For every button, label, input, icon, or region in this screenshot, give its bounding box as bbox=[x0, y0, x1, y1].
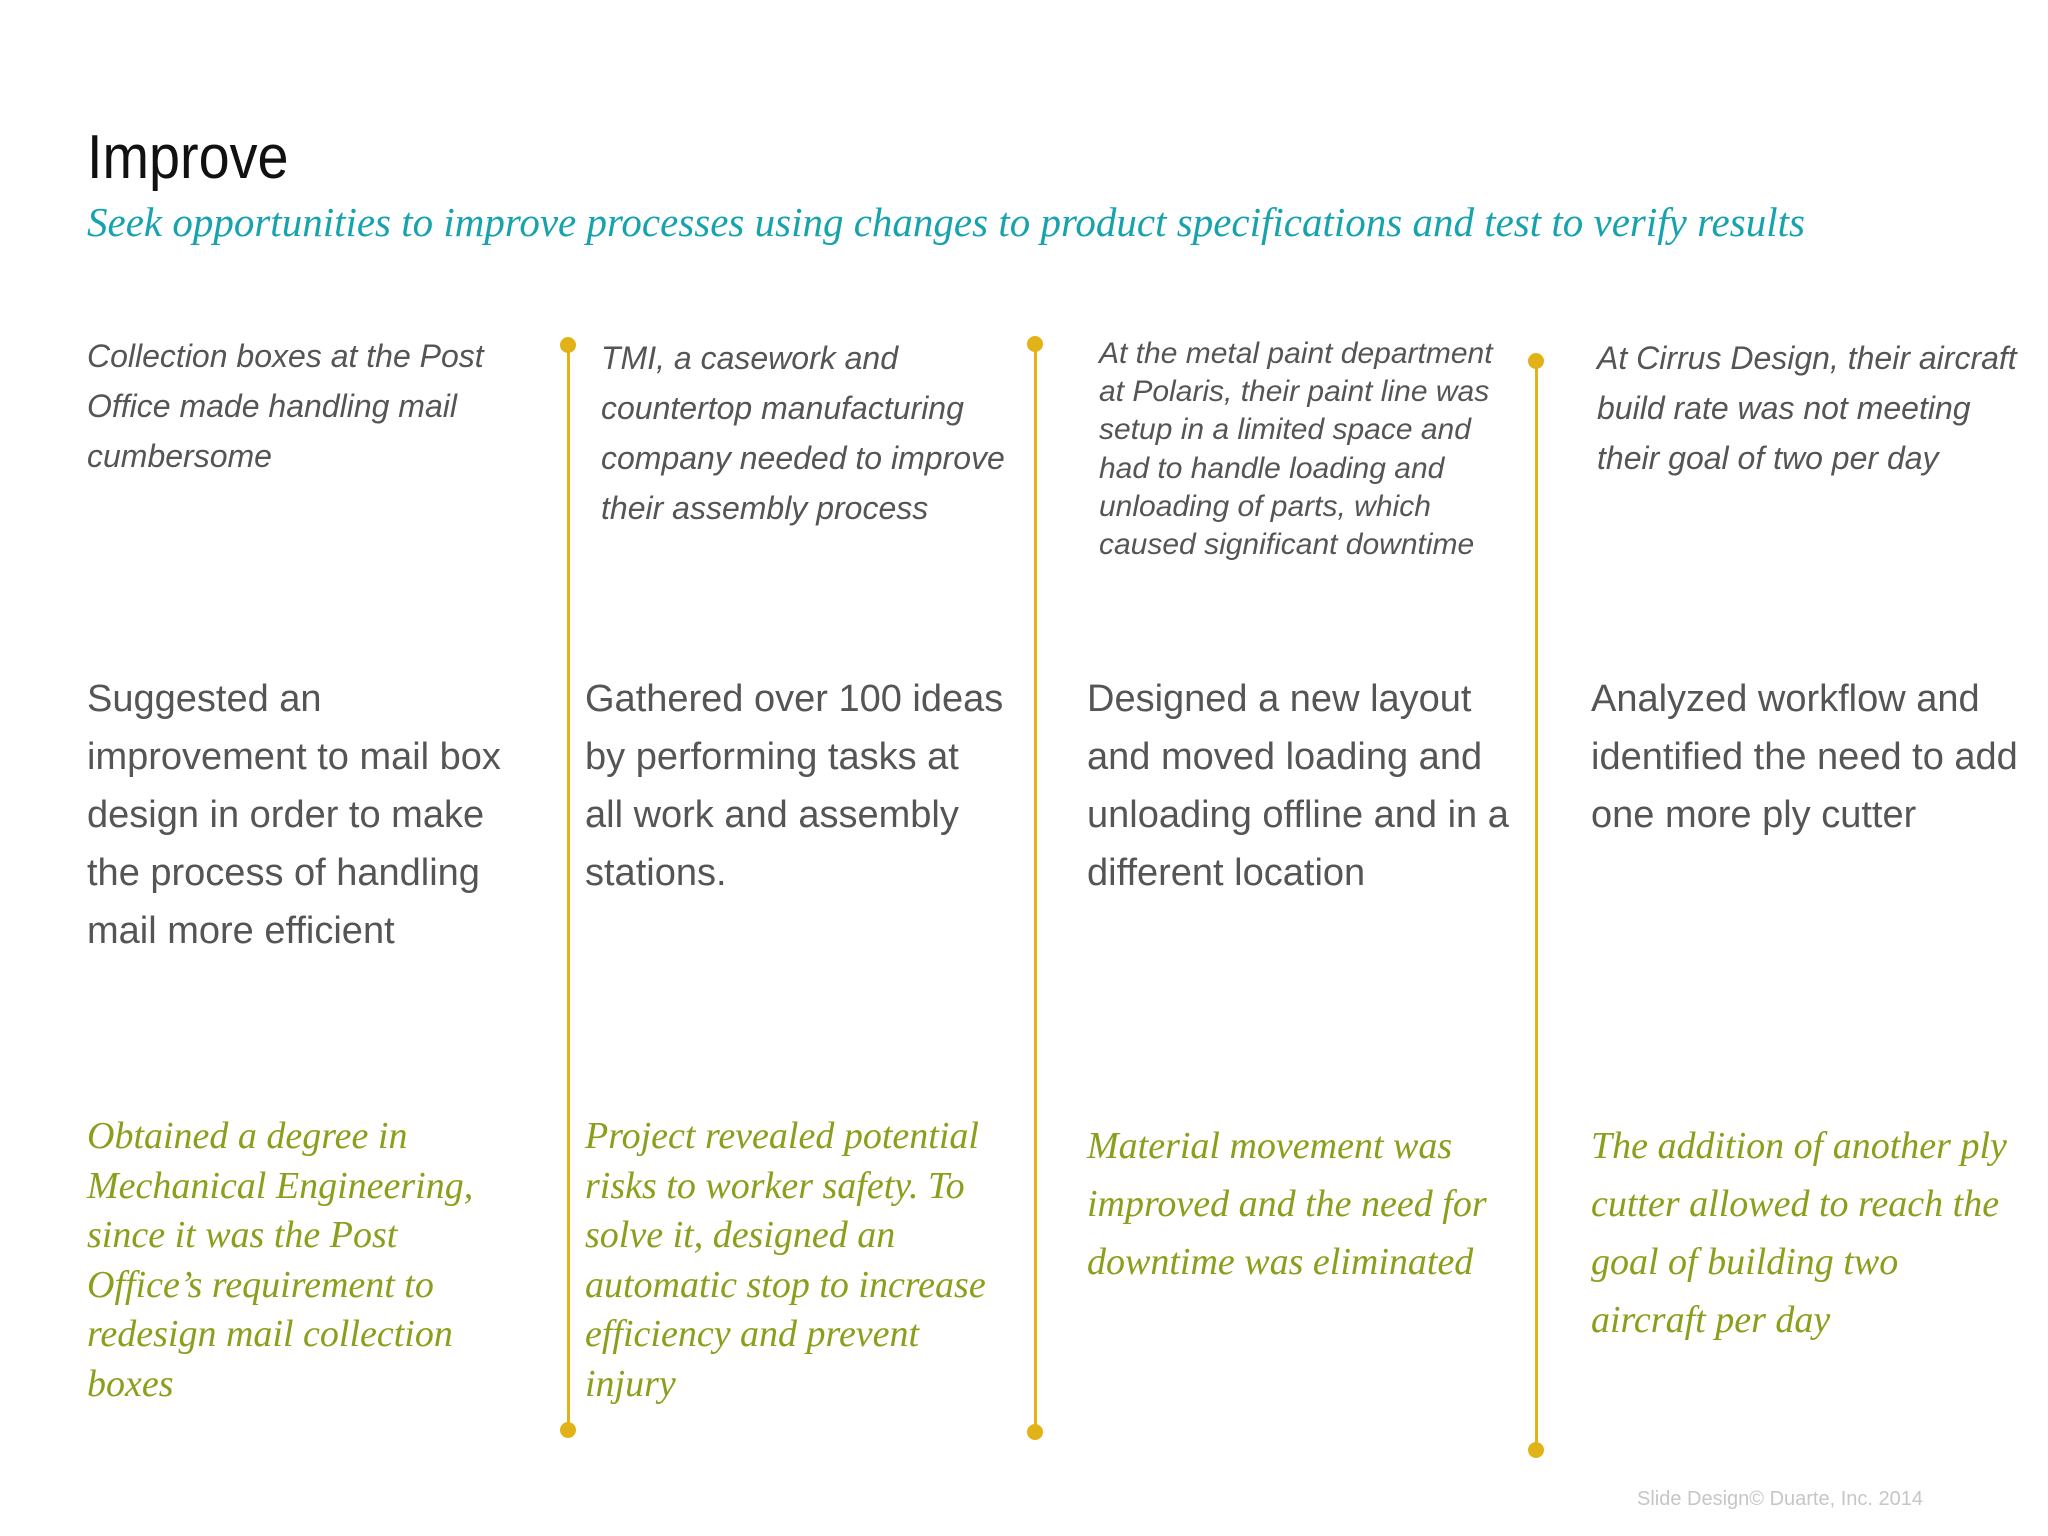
column-2-result: Project revealed potential risks to worker safety. To solve it, designed an automatic stop to increase efficiency and prevent injury bbox=[585, 1115, 986, 1405]
column-divider-1 bbox=[567, 345, 570, 1430]
column-4-action: Analyzed workflow and identified the need to add one more ply cutter bbox=[1591, 678, 2018, 836]
column-divider-2 bbox=[1034, 344, 1037, 1432]
column-divider-1-top-dot bbox=[560, 337, 576, 353]
column-divider-3 bbox=[1535, 361, 1538, 1450]
column-4-problem: At Cirrus Design, their aircraft build rate was not meeting their goal of two per day bbox=[1597, 340, 2017, 476]
column-3-action: Designed a new layout and moved loading and unloading offline and in a different location bbox=[1087, 678, 1509, 894]
column-3-result: Material movement was improved and the need for downtime was eliminated bbox=[1087, 1125, 1487, 1283]
column-divider-2-top-dot bbox=[1027, 336, 1043, 352]
slide-subtitle: Seek opportunities to improve processes using changes to product specifications and test to verify results bbox=[87, 199, 1805, 245]
column-2-action: Gathered over 100 ideas by performing tasks at all work and assembly stations. bbox=[585, 678, 1004, 894]
column-2-problem: TMI, a casework and countertop manufacturing company needed to improve their assembly process bbox=[601, 340, 1005, 526]
column-1-action: Suggested an improvement to mail box design in order to make the process of handling mail more efficient bbox=[87, 678, 501, 952]
column-3-problem: At the metal paint department at Polaris, their paint line was setup in a limited space and had to handle loading and unloading of parts, which caused significant downtime bbox=[1099, 337, 1493, 562]
slide-title: Improve bbox=[87, 123, 289, 192]
column-divider-3-bottom-dot bbox=[1528, 1442, 1544, 1458]
column-4-result: The addition of another ply cutter allowed to reach the goal of building two aircraft per day bbox=[1591, 1125, 2007, 1341]
column-divider-2-bottom-dot bbox=[1027, 1424, 1043, 1440]
slide-footer-copyright: Slide Design© Duarte, Inc. 2014 bbox=[1637, 1488, 1924, 1510]
column-1-problem: Collection boxes at the Post Office made handling mail cumbersome bbox=[87, 338, 484, 474]
column-1-result: Obtained a degree in Mechanical Engineering, since it was the Post Office’s requirement to redesign mail collection boxes bbox=[87, 1115, 474, 1405]
column-divider-1-bottom-dot bbox=[560, 1422, 576, 1438]
column-divider-3-top-dot bbox=[1528, 353, 1544, 369]
